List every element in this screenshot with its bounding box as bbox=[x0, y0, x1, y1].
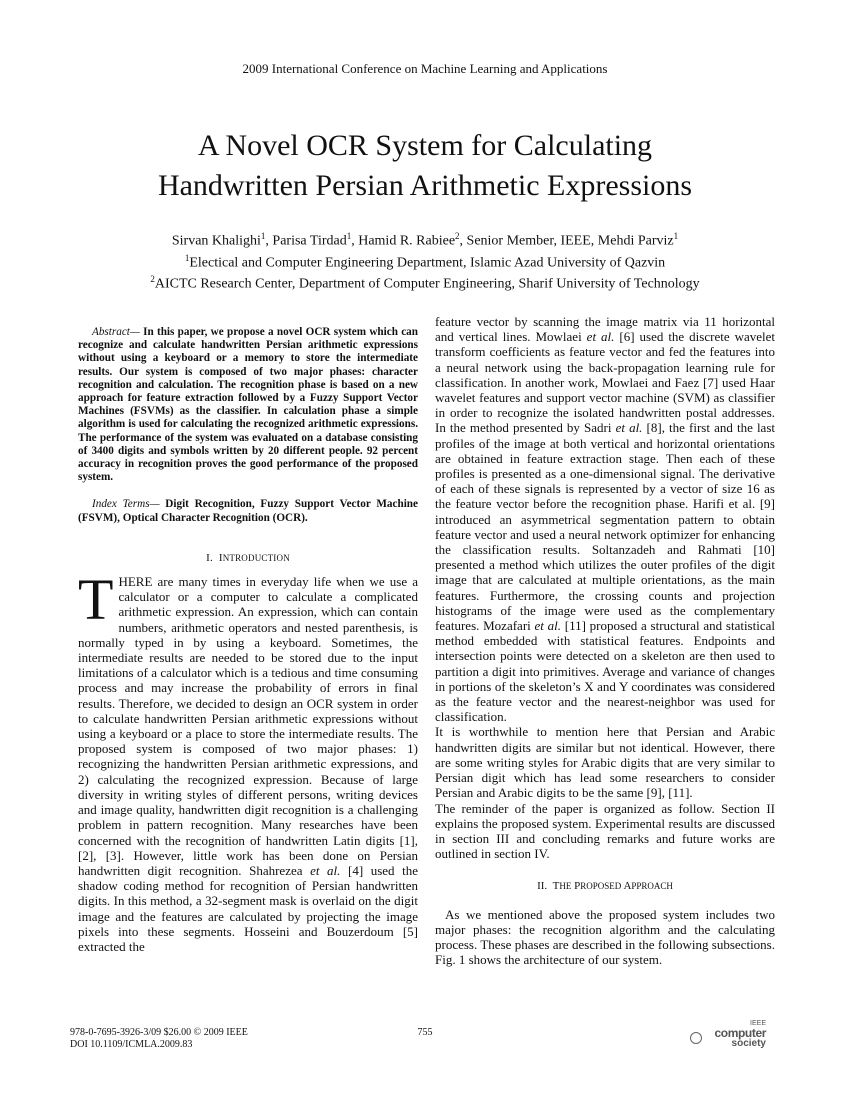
left-column bbox=[78, 326, 418, 954]
footer-doi: DOI 10.1109/ICMLA.2009.83 bbox=[70, 1039, 193, 1050]
affiliation-1: $^1$Electical and Computer Engineering Department, Islamic Azad University of Qazvin bbox=[184, 252, 666, 271]
page-number: 755 bbox=[417, 1027, 433, 1038]
drop-cap: T bbox=[78, 567, 114, 633]
section-heading-introduction: I. INTRODUCTION bbox=[206, 551, 290, 564]
organization-paragraph: The reminder of the paper is organized as follow. Section II explains the proposed system. Experimental results are discussed in section III and concluding remarks and future works are outlined in section IV. bbox=[435, 800, 775, 862]
intro-paragraph: THERE are many times in everyday life when we use a calculator or a computer to calculate a complicated arithmetic expression. An expression, which can contain numbers, arithmetic operators and nested parenthesis, is normally typed in by using a keyboard. Sometimes, the intermediate results are needed to be stored due to the input limitations of a calculator which is a tedious and time consuming process and may increase the probability of errors in final results. Therefore, we decided to design an OCR system in order to calculate handwritten Persian arithmetic expressions without using a keyboard or a place to store the intermediate results. The proposed system is composed of two major phases: 1) recognizing the handwritten Persian arithmetic expressions, and 2) calculating the recognized expression. Because of large diversity in writing styles of different persons, writing devices and image quality, handwritten digit recognition is a challenging problem in pattern recognition. Many researches have been concerned with the recognition of handwritten Latin digits [1], [2], [3]. However, little work has been done on Persian handwritten digit recognition. Shahrezea et al. [4] used the shadow coding method for recognition of Persian handwritten digits. In this method, a 32-segment mask is overlaid on the digit image and the features are calculated by projecting the image pixels into these segments. Hosseini and Bouzerdoum [5] extracted the bbox=[78, 567, 419, 954]
author-3: Hamid R. Rabiee bbox=[358, 233, 456, 249]
computer-society-icon bbox=[690, 1032, 702, 1044]
abstract: Abstract— In this paper, we propose a novel OCR system which can recognize and calculate handwritten Persian arithmetic expressions without using a keyboard or a memory to store the intermediate results. Our system is composed of two major phases: character recognition and calculation. The recognition phase is based on a new approach for feature extraction followed by a Fuzzy Support Vector Machines (FSVMs) as the classifier. In calculation phase a simple algorithm is used for calculating the recognized arithmetic expressions. The performance of the system was evaluated on a database consisting of 3400 digits and symbols written by 20 different people. 92 percent accuracy in recognition proves the good performance of the proposed system. bbox=[78, 326, 418, 484]
section-heading-proposed-approach: II. THE PROPOSED APPROACH bbox=[537, 880, 673, 893]
title-line-1: A Novel OCR System for Calculating bbox=[197, 129, 653, 162]
author-1: Sirvan Khalighi bbox=[171, 233, 261, 249]
index-terms: Index Terms— Digit Recognition, Fuzzy Support Vector Machine (FSVM), Optical Character Recognition (OCR). bbox=[78, 498, 418, 524]
conference-header: 2009 International Conference on Machine Learning and Applications bbox=[242, 61, 608, 76]
footer-isbn: 978-0-7695-3926-3/09 $26.00 © 2009 IEEE bbox=[70, 1027, 248, 1038]
related-work-paragraph: feature vector by scanning the image matrix via 11 horizontal and vertical lines. Mowlaei et al. [6] used the discrete wavelet transform coefficients as feature vector and fed the features into a neural network using the back-propagation learning rule for classification. In another work, Mowlaei and Faez [7] used Haar wavelet features and support vector machine (SVM) as classifier in order to recognize the isolated handwritten postal addresses. In the method presented by Sadri et al. [8], the first and the last profiles of the image at both vertical and horizontal orientations are obtained in feature extraction stage. Then each of these profiles is presented as a one-dimensional signal. The derivative of each of these signals is represented by a vector of size 16 as the feature vector before the recognition phase. Harifi et al. [9] introduced an asymmetrical segmentation pattern to obtain feature vector and used a neural network optimizer for enhancing the classification results. Soltanzadeh and Rahmati [10] presented a method which utilizes the outer profiles of the digit image that are calculated at multiple orientations, as the main features. Furthermore, the crossing counts and projection histograms of the image were used as the complementary features. Mozafari et al. [11] proposed a structural and statistical method embedded with statistical features. Endpoints and intersection points were detected on a skeleton are then used to partition a digit into primitives. Average and variance of changes in portions of the skeleton’s X and Y coordinates was considered as the feature vector and the nearest-neighbor was used for classification. bbox=[435, 314, 776, 725]
author-names: Sirvan Khalighi$^1$, Parisa Tirdad$^1$, Hamid R. Rabiee$^2$, Senior Member, IEEE, Mehdi Parviz$^1$ bbox=[171, 231, 679, 249]
persian-arabic-paragraph: It is worthwhile to mention here that Persian and Arabic handwritten digits are similar but not identical. However, there are some writing styles for Arabic digits that are very similar to Persian digit which has lead some researchers to consider Persian and Arabic digits to be the same [9], [11]. bbox=[435, 724, 775, 801]
affiliation-2: $^2$AICTC Research Center, Department of Computer Engineering, Sharif University of Technology bbox=[150, 274, 700, 292]
author-2: Parisa Tirdad bbox=[272, 233, 347, 249]
paper-title bbox=[0, 126, 850, 206]
author-block bbox=[0, 228, 850, 293]
computer-society-logo: IEEE computer society bbox=[690, 1020, 770, 1052]
author-4: Mehdi Parviz bbox=[597, 233, 674, 249]
section2-paragraph: As we mentioned above the proposed system includes two major phases: the recognition algorithm and the calculating process. These phases are described in the following subsections. Fig. 1 shows the architecture of our system. bbox=[435, 906, 775, 968]
title-line-2: Handwritten Persian Arithmetic Expressions bbox=[157, 169, 693, 202]
right-column bbox=[435, 314, 775, 967]
